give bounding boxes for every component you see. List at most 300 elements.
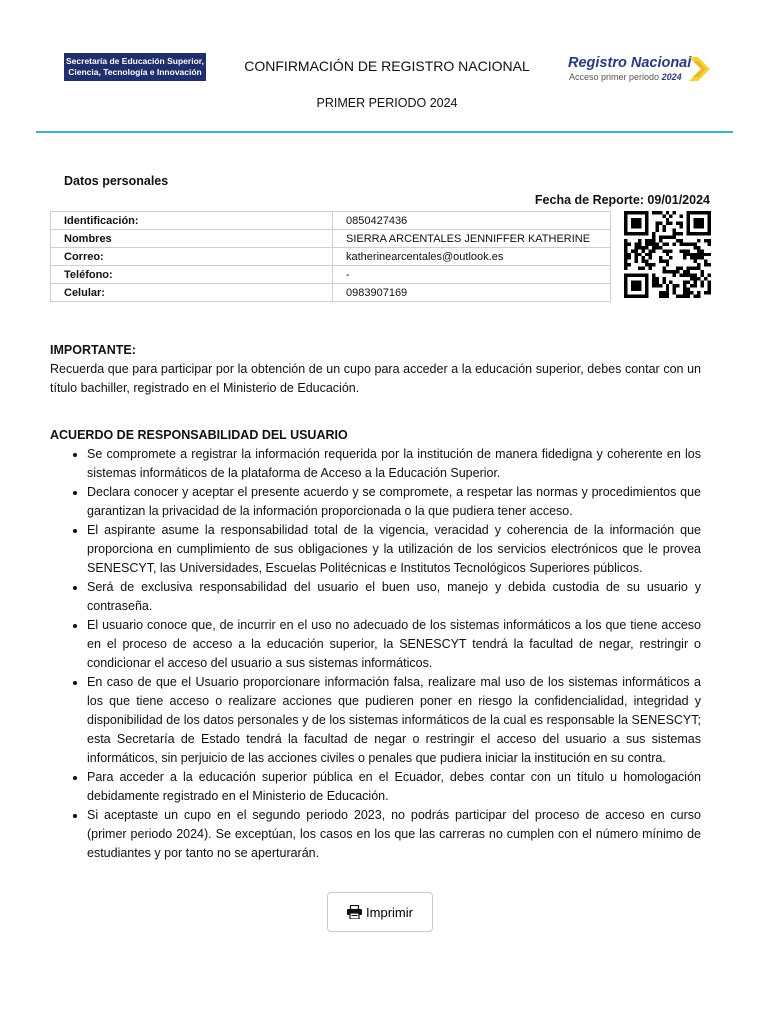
qr-module [624,228,627,231]
qr-module [708,263,711,266]
qr-module [680,242,683,245]
qr-module [631,218,634,221]
qr-module [662,228,665,231]
qr-module [634,218,637,221]
qr-module [638,246,641,249]
qr-module [655,211,658,214]
qr-module [645,246,648,249]
qr-module [666,263,669,266]
list-item: • Declara conocer y aceptar el presente acuerdo y se compromete, a respetar las normas y procedimientos que garantizan la privacidad de la información proporcionada o la que pudiera tener acceso. [87,483,701,521]
qr-module [673,274,676,277]
qr-module [648,242,651,245]
qr-module [680,225,683,228]
qr-module [662,291,665,294]
qr-module [627,242,630,245]
qr-module [641,274,644,277]
qr-module [631,288,634,291]
agreement-heading: ACUERDO DE RESPONSABILIDAD DEL USUARIO [50,428,348,442]
qr-module [687,218,690,221]
qr-module [634,211,637,214]
qr-module [627,274,630,277]
qr-module [638,288,641,291]
qr-module [680,214,683,217]
qr-module [631,281,634,284]
logo-right-title: Registro Nacional [568,55,692,71]
qr-module [683,270,686,273]
qr-module [683,274,686,277]
qr-module [638,267,641,270]
qr-module [634,253,637,256]
qr-module [648,249,651,252]
qr-module [645,218,648,221]
qr-module [673,288,676,291]
qr-module [638,253,641,256]
qr-module [655,281,658,284]
qr-module [666,242,669,245]
qr-module [694,267,697,270]
logo-left-line2: Ciencia, Tecnología e Innovación [68,66,202,77]
qr-module [704,263,707,266]
qr-module [690,256,693,259]
qr-module [708,239,711,242]
qr-module [687,249,690,252]
qr-module [673,232,676,235]
qr-module [697,218,700,221]
qr-module [666,249,669,252]
qr-module [666,291,669,294]
qr-module [624,221,627,224]
qr-module [638,281,641,284]
qr-module [669,221,672,224]
qr-module [624,260,627,263]
important-text: Recuerda que para participar por la obtención de un cupo para acceder a la educación superior, debes contar con un título bachiller, registrado en el Ministerio de Educación. [50,362,701,395]
row-value: SIERRA ARCENTALES JENNIFFER KATHERINE [333,230,611,248]
qr-module [648,267,651,270]
qr-module [634,284,637,287]
qr-module [690,291,693,294]
qr-module [666,235,669,238]
qr-module [634,288,637,291]
qr-module [645,239,648,242]
qr-module [662,235,665,238]
qr-module [655,242,658,245]
qr-module [701,274,704,277]
qr-module [683,249,686,252]
qr-module [662,214,665,217]
qr-module [634,221,637,224]
qr-module [687,267,690,270]
qr-module [697,295,700,298]
qr-module [687,274,690,277]
qr-module [694,274,697,277]
qr-module [687,242,690,245]
qr-module [624,211,627,214]
qr-module [645,291,648,294]
qr-module [652,274,655,277]
qr-module [683,281,686,284]
qr-module [666,221,669,224]
qr-module [690,277,693,280]
qr-module [652,239,655,242]
qr-module [662,249,665,252]
qr-module [624,239,627,242]
qr-module [631,284,634,287]
qr-module [659,211,662,214]
personal-data-table [50,211,611,302]
qr-module [708,281,711,284]
qr-module [659,235,662,238]
qr-module [708,221,711,224]
qr-module [697,263,700,266]
qr-module [687,228,690,231]
qr-module [687,214,690,217]
qr-module [683,284,686,287]
row-label: Correo: [51,248,333,266]
qr-module [659,291,662,294]
qr-module [673,284,676,287]
qr-module [627,256,630,259]
qr-module [690,274,693,277]
qr-module [694,242,697,245]
row-label: Identificación: [51,212,333,230]
qr-module [645,288,648,291]
qr-module [704,277,707,280]
qr-module [624,295,627,298]
qr-module [694,253,697,256]
page-subtitle: PRIMER PERIODO 2024 [316,96,458,110]
senescyt-logo [64,53,206,81]
qr-module [701,281,704,284]
qr-module [697,211,700,214]
qr-module [645,232,648,235]
qr-module [680,267,683,270]
qr-module [662,270,665,273]
row-label: Celular: [51,284,333,302]
qr-module [673,228,676,231]
qr-module [666,211,669,214]
qr-module [673,270,676,273]
qr-module [634,281,637,284]
logo-right-sub: Acceso primer periodo 2024 [569,72,682,82]
qr-module [666,270,669,273]
qr-module [694,256,697,259]
qr-module [648,253,651,256]
qr-module [634,242,637,245]
qr-module [694,260,697,263]
qr-module [652,246,655,249]
qr-module [687,270,690,273]
qr-module [638,274,641,277]
qr-module [697,256,700,259]
qr-module [624,291,627,294]
qr-module [624,225,627,228]
qr-module [624,249,627,252]
qr-module [694,281,697,284]
qr-module [634,232,637,235]
qr-module [708,228,711,231]
qr-module [645,281,648,284]
qr-module [687,288,690,291]
qr-module [704,260,707,263]
qr-module [673,242,676,245]
qr-module [624,274,627,277]
qr-module [652,235,655,238]
qr-module [708,232,711,235]
qr-module [673,235,676,238]
qr-module [666,295,669,298]
qr-module [652,277,655,280]
qr-module [704,211,707,214]
qr-module [704,232,707,235]
list-item: • Se compromete a registrar la información requerida por la institución de manera fidedigna y coherente en los sistemas informáticos de la plataforma de Acceso a la Educación Superior. [87,445,701,483]
qr-module [694,232,697,235]
qr-module [627,263,630,266]
qr-module [641,246,644,249]
table-row [51,284,611,302]
qr-module [645,260,648,263]
qr-module [687,281,690,284]
qr-module [701,221,704,224]
qr-module [694,246,697,249]
print-button[interactable] [327,892,433,932]
qr-module [690,232,693,235]
qr-module [631,211,634,214]
qr-module [666,253,669,256]
qr-module [708,291,711,294]
qr-module [624,256,627,259]
qr-module [697,277,700,280]
qr-module [638,218,641,221]
qr-module [687,295,690,298]
qr-module [676,295,679,298]
qr-module [662,295,665,298]
qr-module [708,242,711,245]
qr-module [645,274,648,277]
qr-module [634,225,637,228]
report-date: Fecha de Reporte: 09/01/2024 [534,193,710,207]
qr-module [648,263,651,266]
qr-module [697,221,700,224]
qr-module [631,249,634,252]
qr-module [652,232,655,235]
qr-module [662,225,665,228]
qr-module [631,221,634,224]
qr-module [680,295,683,298]
qr-module [655,246,658,249]
qr-module [627,232,630,235]
qr-module [697,291,700,294]
qr-module [687,291,690,294]
row-label: Teléfono: [51,266,333,284]
qr-module [690,211,693,214]
qr-module [666,260,669,263]
qr-module [708,284,711,287]
qr-module [669,256,672,259]
qr-module [676,267,679,270]
qr-module [701,225,704,228]
qr-module [624,281,627,284]
qr-module [690,284,693,287]
table-row [51,212,611,230]
qr-module [662,242,665,245]
section-title: Datos personales [64,174,169,188]
qr-module [638,232,641,235]
qr-module [680,221,683,224]
qr-module [694,218,697,221]
qr-module [641,256,644,259]
qr-module [648,239,651,242]
qr-module [638,242,641,245]
qr-module [655,225,658,228]
qr-module [638,211,641,214]
qr-module [645,253,648,256]
qr-module [624,232,627,235]
qr-module [701,211,704,214]
qr-module [701,249,704,252]
qr-module [701,270,704,273]
qr-module [638,295,641,298]
qr-module [645,284,648,287]
qr-module [694,284,697,287]
qr-module [652,249,655,252]
qr-module [624,214,627,217]
qr-module [624,242,627,245]
list-item: • El aspirante asume la responsabilidad total de la vigencia, veracidad y coherencia de la información que proporciona en cumplimiento de sus obligaciones y la utilización de los servicios electrónicos que le provea SENESCYT, las Universidades, Escuelas Politécnicas e Institutos Tecnológicos Superiores públicos. [87,521,701,578]
qr-module [673,211,676,214]
qr-module [659,295,662,298]
qr-module [645,221,648,224]
qr-module [676,239,679,242]
qr-module [683,242,686,245]
qr-module [652,281,655,284]
qr-module [659,246,662,249]
agreement-list [50,445,701,863]
qr-module [638,239,641,242]
qr-code-icon [624,211,711,298]
qr-module [655,284,658,287]
qr-module [697,246,700,249]
qr-module [673,291,676,294]
qr-module [708,214,711,217]
row-value: katherinearcentales@outlook.es [333,248,611,266]
qr-module [655,221,658,224]
row-value: 0983907169 [333,284,611,302]
qr-module [631,295,634,298]
qr-module [697,267,700,270]
qr-module [708,218,711,221]
list-item: • Para acceder a la educación superior pública en el Ecuador, debes contar con un título u homologación debidamente registrado en el Ministerio de Educación. [87,768,701,806]
table-row [51,248,611,266]
qr-module [659,256,662,259]
qr-module [624,267,627,270]
qr-module [638,221,641,224]
qr-module [645,225,648,228]
qr-module [697,239,700,242]
qr-module [624,263,627,266]
qr-module [694,225,697,228]
qr-module [634,260,637,263]
qr-module [659,239,662,242]
qr-module [641,260,644,263]
qr-module [680,249,683,252]
qr-module [638,284,641,287]
page-title: CONFIRMACIÓN DE REGISTRO NACIONAL [244,58,530,74]
qr-module [683,253,686,256]
qr-module [669,270,672,273]
qr-module [624,253,627,256]
row-value: 0850427436 [333,212,611,230]
qr-module [645,295,648,298]
qr-module [697,232,700,235]
qr-module [648,256,651,259]
qr-module [666,284,669,287]
qr-module [634,274,637,277]
qr-module [708,253,711,256]
qr-module [680,239,683,242]
qr-module [634,256,637,259]
qr-module [641,295,644,298]
qr-module [676,232,679,235]
qr-module [659,260,662,263]
qr-module [694,211,697,214]
qr-module [624,218,627,221]
qr-module [641,211,644,214]
qr-module [687,221,690,224]
qr-module [676,284,679,287]
qr-module [683,256,686,259]
qr-module [708,225,711,228]
qr-module [631,225,634,228]
qr-module [687,225,690,228]
qr-module [708,274,711,277]
qr-module [697,253,700,256]
logo-left-line1: Secretaría de Educación Superior, [66,56,204,66]
qr-module [683,288,686,291]
qr-module [694,277,697,280]
qr-module [708,288,711,291]
table-row [51,266,611,284]
qr-module [659,284,662,287]
qr-module [708,211,711,214]
qr-module [624,277,627,280]
qr-module [659,221,662,224]
qr-module [690,242,693,245]
qr-module [666,218,669,221]
qr-module [641,232,644,235]
table-row [51,230,611,248]
qr-module [676,221,679,224]
qr-module [645,263,648,266]
qr-module [669,214,672,217]
qr-module [701,256,704,259]
qr-module [645,211,648,214]
qr-module [676,270,679,273]
row-label: Nombres [51,230,333,248]
qr-module [687,253,690,256]
qr-module [669,281,672,284]
qr-module [641,249,644,252]
qr-module [638,225,641,228]
qr-module [697,249,700,252]
qr-module [634,249,637,252]
qr-module [627,253,630,256]
qr-module [694,221,697,224]
qr-module [662,267,665,270]
qr-module [624,288,627,291]
chevron-right-icon [689,57,711,81]
qr-module [697,225,700,228]
qr-module [645,242,648,245]
